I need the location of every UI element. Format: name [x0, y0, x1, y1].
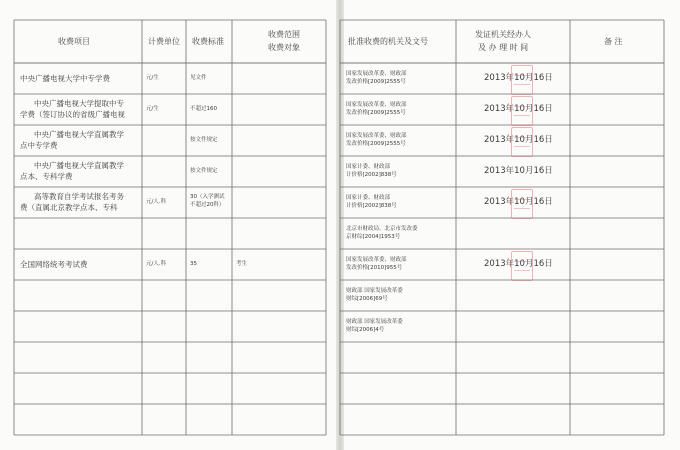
row-item-text: 中央广播电视大学提取中专 — [34, 99, 124, 108]
row-approval-text: 国家发展改革委、财政部 — [346, 102, 407, 108]
row-approval-text: 财政部 国家发展改革委 — [346, 288, 403, 294]
row-approval-text: 发改价格[2010]955号 — [346, 265, 403, 271]
row-item-text: 中央广播电视大学直属教学 — [34, 161, 124, 170]
header-unit: 计费单位 — [148, 37, 180, 46]
row-approval-text: 财综[2006]4号 — [346, 327, 385, 333]
row-item-text: 费（直属北京教学点本、专科 — [20, 203, 118, 212]
red-seal-stamp — [511, 251, 533, 281]
row-approval-text: 计价格[2002]838号 — [346, 203, 397, 209]
row-issue-date: 2013年10月16日 — [484, 104, 553, 114]
header-standard: 收费标准 — [192, 37, 224, 46]
row-unit: 元/生 — [146, 106, 159, 112]
row-approval-text: 发改价格[2009]2555号 — [346, 79, 406, 85]
row-issue-date: 2013年10月16日 — [484, 197, 553, 207]
row-approval-text: 国家计委、财政部 — [346, 164, 391, 170]
row-approval-text: 国家发展改革委、财政部 — [346, 71, 407, 77]
row-item-text: 学费（签订协议的省级广播电视 — [20, 110, 125, 119]
row-item-text: 中央广播电视大学直属教学 — [34, 130, 124, 139]
row-issue-date: 2013年10月16日 — [484, 73, 553, 83]
header-scope-line2: 收费对象 — [268, 43, 300, 52]
row-standard: 按文件规定 — [190, 137, 218, 143]
row-approval-text: 国家计委、财政部 — [346, 195, 391, 201]
red-seal-stamp — [511, 189, 533, 219]
row-approval-text: 计价格[2002]838号 — [346, 172, 397, 178]
row-item-text: 中央广播电视大学中专学费 — [20, 74, 110, 83]
row-item-text: 全国网络统考考试费 — [20, 260, 88, 269]
header-item: 收费项目 — [58, 37, 90, 46]
row-issue-date: 2013年10月16日 — [484, 259, 553, 269]
row-standard: 不超过160 — [190, 106, 217, 112]
red-seal-stamp — [511, 65, 533, 95]
row-approval-text: 国家发展改革委、财政部 — [346, 133, 407, 139]
row-approval-text: 财综[2006]69号 — [346, 296, 388, 302]
row-approval-text: 京财综[2004]1953号 — [346, 234, 401, 240]
row-unit: 元/人.科 — [146, 261, 167, 267]
header-approval: 批准收费的机关及文号 — [348, 37, 428, 46]
header-issuer-line2: 及 办 理 时 间 — [478, 43, 529, 52]
red-seal-stamp — [511, 96, 533, 126]
row-item-text: 点本、专科学费 — [20, 172, 73, 181]
header-issuer-line1: 发证机关经办人 — [475, 30, 531, 39]
row-approval-text: 国家发展改革委、财政部 — [346, 257, 407, 263]
header-remarks: 备 注 — [604, 37, 623, 46]
row-unit: 元/生 — [146, 75, 159, 81]
row-standard: 35 — [190, 261, 197, 267]
row-approval-text: 发改价格[2009]2555号 — [346, 110, 406, 116]
row-item-text: 高等教育自学考试报名考务 — [34, 192, 124, 201]
row-approval-text: 财政部 国家发展改革委 — [346, 319, 403, 325]
row-item-text: 点中专学费 — [20, 141, 58, 150]
header-scope-line1: 收费范围 — [268, 30, 300, 39]
row-standard: 按文件规定 — [190, 168, 218, 174]
row-approval-text: 北京市财政局、北京市发改委 — [346, 226, 418, 232]
row-standard: 30（入学测试 — [190, 194, 225, 200]
row-scope: 考生 — [236, 261, 248, 267]
row-standard: 见文件 — [190, 75, 207, 81]
row-unit: 元/人.科 — [146, 199, 167, 205]
row-issue-date: 2013年10月16日 — [484, 166, 553, 176]
red-seal-stamp — [511, 127, 533, 157]
row-standard: 不超过20科） — [190, 202, 225, 208]
row-issue-date: 2013年10月16日 — [484, 135, 553, 145]
row-approval-text: 发改价格[2009]2555号 — [346, 141, 406, 147]
